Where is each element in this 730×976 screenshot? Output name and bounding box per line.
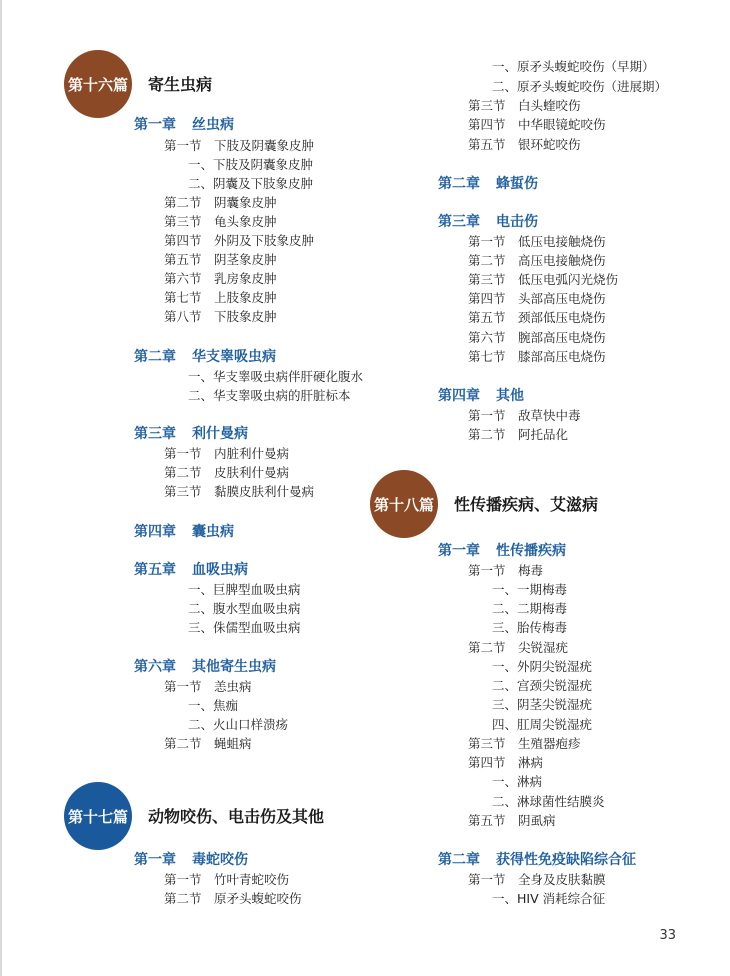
entry-number: 第六节 (164, 271, 202, 286)
section-entry (468, 426, 568, 444)
entry-title: 恙虫病 (214, 679, 252, 694)
chapter-heading (134, 851, 248, 869)
section-entry (164, 137, 314, 155)
part-17-title: 动物咬伤、电击伤及其他 (148, 807, 325, 826)
entry-title: 其他寄生虫病 (192, 659, 276, 675)
entry-number: 第一节 (164, 138, 202, 153)
item-entry (188, 619, 301, 637)
entry-number: 第二节 (164, 736, 202, 751)
entry-number: 第六节 (468, 330, 506, 345)
entry-title: 淋病 (518, 755, 544, 770)
entry-title: 二、华支睾吸虫病的肝脏标本 (188, 388, 351, 403)
entry-title: 生殖器疱疹 (518, 736, 581, 751)
entry-title: 黏膜皮肤利什曼病 (214, 484, 315, 499)
section-entry (468, 871, 606, 889)
entry-title: 囊虫病 (192, 524, 234, 540)
entry-title: 乳房象皮肿 (214, 271, 277, 286)
part-17-badge: 第十七篇 (64, 782, 132, 850)
item-entry (188, 697, 238, 715)
section-entry (468, 754, 543, 772)
section-entry (164, 483, 314, 501)
entry-number: 第五节 (164, 252, 202, 267)
entry-number: 第三节 (468, 272, 506, 287)
section-entry (164, 464, 289, 482)
part-18-title: 性传播疾病、艾滋病 (454, 495, 599, 514)
entry-number: 第二节 (164, 195, 202, 210)
chapter-heading (438, 851, 636, 869)
entry-title: 一、一期梅毒 (492, 582, 568, 597)
entry-title: 其他 (496, 388, 524, 404)
entry-number: 第二节 (164, 465, 202, 480)
entry-number: 第四节 (468, 117, 506, 132)
entry-title: 高压电接触烧伤 (518, 253, 606, 268)
entry-number: 第三章 (438, 214, 480, 230)
section-entry (164, 289, 277, 307)
entry-title: 外阴及下肢象皮肿 (214, 233, 315, 248)
entry-title: 利什曼病 (192, 426, 248, 442)
item-entry (492, 581, 567, 599)
section-entry (468, 116, 606, 134)
entry-title: 全身及皮肤黏膜 (518, 872, 606, 887)
section-entry (468, 136, 581, 154)
entry-number: 第一节 (468, 872, 506, 887)
entry-number: 第三节 (164, 484, 202, 499)
section-entry (164, 270, 277, 288)
entry-title: 一、原矛头蝮蛇咬伤（早期） (492, 59, 655, 74)
section-entry (468, 562, 543, 580)
entry-title: 皮肤利什曼病 (214, 465, 290, 480)
entry-title: 头部高压电烧伤 (518, 291, 606, 306)
item-entry (492, 658, 592, 676)
entry-number: 第二节 (468, 640, 506, 655)
chapter-heading (438, 542, 566, 560)
entry-title: 二、火山口样溃疡 (188, 717, 289, 732)
entry-number: 第二节 (164, 891, 202, 906)
chapter-heading (134, 116, 234, 134)
item-entry (188, 156, 313, 174)
item-entry (492, 793, 605, 811)
chapter-heading (438, 213, 538, 231)
entry-title: 一、焦痂 (188, 698, 239, 713)
entry-title: 中华眼镜蛇咬伤 (518, 117, 606, 132)
section-entry (468, 271, 618, 289)
entry-title: 血吸虫病 (192, 562, 248, 578)
section-entry (468, 233, 606, 251)
section-entry (468, 735, 581, 753)
entry-title: 一、外阴尖锐湿疣 (492, 659, 593, 674)
chapter-heading (134, 425, 248, 443)
entry-number: 第五节 (468, 310, 506, 325)
entry-number: 第一节 (468, 563, 506, 578)
entry-title: 敌草快中毒 (518, 408, 581, 423)
item-entry (492, 716, 592, 734)
entry-number: 第六章 (134, 659, 176, 675)
entry-title: 一、HIV 消耗综合征 (492, 891, 606, 906)
item-entry (492, 58, 655, 76)
section-entry (468, 309, 606, 327)
entry-title: 华支睾吸虫病 (192, 349, 276, 365)
item-entry (188, 368, 363, 386)
entry-number: 第五章 (134, 562, 176, 578)
entry-title: 阴茎象皮肿 (214, 252, 277, 267)
entry-title: 尖锐湿疣 (518, 640, 569, 655)
item-entry (492, 677, 592, 695)
entry-number: 第二节 (468, 253, 506, 268)
entry-title: 膝部高压电烧伤 (518, 349, 606, 364)
entry-title: 四、肛周尖锐湿疣 (492, 717, 593, 732)
entry-number: 第一节 (164, 679, 202, 694)
entry-title: 下肢象皮肿 (214, 309, 277, 324)
section-entry (164, 232, 314, 250)
entry-number: 第四节 (164, 233, 202, 248)
entry-title: 毒蛇咬伤 (192, 852, 248, 868)
chapter-heading (134, 523, 234, 541)
entry-title: 二、淋球菌性结膜炎 (492, 794, 605, 809)
entry-title: 蝇蛆病 (214, 736, 252, 751)
entry-number: 第五节 (468, 137, 506, 152)
section-entry (164, 890, 302, 908)
section-entry (468, 329, 606, 347)
item-entry (492, 619, 567, 637)
section-entry (468, 812, 556, 830)
entry-number: 第一节 (468, 234, 506, 249)
item-entry (492, 600, 567, 618)
entry-title: 阴虱病 (518, 813, 556, 828)
entry-title: 阿托品化 (518, 427, 569, 442)
part-16-badge: 第十六篇 (64, 50, 132, 118)
entry-number: 第三节 (164, 214, 202, 229)
entry-title: 三、阴茎尖锐湿疣 (492, 697, 593, 712)
section-entry (164, 871, 289, 889)
entry-title: 银环蛇咬伤 (518, 137, 581, 152)
section-entry (468, 407, 581, 425)
entry-title: 二、阴囊及下肢象皮肿 (188, 176, 314, 191)
section-entry (164, 445, 289, 463)
entry-title: 上肢象皮肿 (214, 290, 277, 305)
entry-number: 第二章 (438, 176, 480, 192)
chapter-heading (134, 658, 276, 676)
entry-title: 阴囊象皮肿 (214, 195, 277, 210)
section-entry (164, 678, 252, 696)
chapter-heading (438, 387, 524, 405)
entry-title: 原矛头蝮蛇咬伤 (214, 891, 302, 906)
entry-title: 电击伤 (496, 214, 538, 230)
entry-number: 第四章 (438, 388, 480, 404)
entry-title: 一、华支睾吸虫病伴肝硬化腹水 (188, 369, 364, 384)
entry-title: 二、二期梅毒 (492, 601, 568, 616)
entry-title: 白头蝰咬伤 (518, 98, 581, 113)
entry-number: 第七节 (468, 349, 506, 364)
entry-title: 颈部低压电烧伤 (518, 310, 606, 325)
entry-title: 一、巨脾型血吸虫病 (188, 582, 301, 597)
section-entry (164, 308, 277, 326)
entry-number: 第四节 (468, 755, 506, 770)
entry-title: 性传播疾病 (496, 543, 566, 559)
entry-number: 第一节 (468, 408, 506, 423)
entry-title: 丝虫病 (192, 117, 234, 133)
entry-number: 第一章 (134, 852, 176, 868)
entry-title: 一、淋病 (492, 774, 543, 789)
item-entry (492, 890, 605, 908)
item-entry (492, 773, 542, 791)
entry-number: 第三节 (468, 736, 506, 751)
part-18-badge: 第十八篇 (370, 470, 438, 538)
section-entry (468, 639, 568, 657)
section-entry (468, 290, 606, 308)
entry-title: 获得性免疫缺陷综合征 (496, 852, 636, 868)
entry-number: 第五节 (468, 813, 506, 828)
entry-title: 下肢及阴囊象皮肿 (214, 138, 315, 153)
entry-title: 竹叶青蛇咬伤 (214, 872, 290, 887)
item-entry (188, 716, 288, 734)
entry-number: 第七节 (164, 290, 202, 305)
entry-title: 蜂蜇伤 (496, 176, 538, 192)
entry-number: 第四章 (134, 524, 176, 540)
chapter-heading (134, 348, 276, 366)
item-entry (188, 600, 301, 618)
entry-number: 第三节 (468, 98, 506, 113)
item-entry (188, 387, 351, 405)
entry-title: 内脏利什曼病 (214, 446, 290, 461)
entry-number: 第二章 (438, 852, 480, 868)
page-number: 33 (659, 928, 676, 943)
entry-title: 低压电弧闪光烧伤 (518, 272, 619, 287)
entry-title: 低压电接触烧伤 (518, 234, 606, 249)
item-entry (188, 581, 301, 599)
item-entry (188, 175, 313, 193)
item-entry (492, 78, 667, 96)
entry-title: 二、原矛头蝮蛇咬伤（进展期） (492, 79, 668, 94)
part-16-title: 寄生虫病 (148, 75, 213, 94)
entry-title: 二、宫颈尖锐湿疣 (492, 678, 593, 693)
chapter-heading (438, 175, 538, 193)
section-entry (164, 213, 277, 231)
section-entry (164, 735, 252, 753)
entry-title: 三、胎传梅毒 (492, 620, 568, 635)
item-entry (492, 696, 592, 714)
page-edge (0, 0, 2, 976)
entry-number: 第二章 (134, 349, 176, 365)
section-entry (468, 348, 606, 366)
entry-number: 第一章 (134, 117, 176, 133)
section-entry (164, 194, 277, 212)
entry-number: 第一节 (164, 872, 202, 887)
entry-title: 梅毒 (518, 563, 544, 578)
entry-title: 一、下肢及阴囊象皮肿 (188, 157, 314, 172)
chapter-heading (134, 561, 248, 579)
entry-number: 第三章 (134, 426, 176, 442)
entry-number: 第一章 (438, 543, 480, 559)
entry-title: 龟头象皮肿 (214, 214, 277, 229)
section-entry (468, 252, 606, 270)
entry-number: 第一节 (164, 446, 202, 461)
entry-title: 腕部高压电烧伤 (518, 330, 606, 345)
entry-title: 二、腹水型血吸虫病 (188, 601, 301, 616)
entry-number: 第八节 (164, 309, 202, 324)
entry-number: 第四节 (468, 291, 506, 306)
entry-number: 第二节 (468, 427, 506, 442)
entry-title: 三、侏儒型血吸虫病 (188, 620, 301, 635)
section-entry (164, 251, 277, 269)
section-entry (468, 97, 581, 115)
